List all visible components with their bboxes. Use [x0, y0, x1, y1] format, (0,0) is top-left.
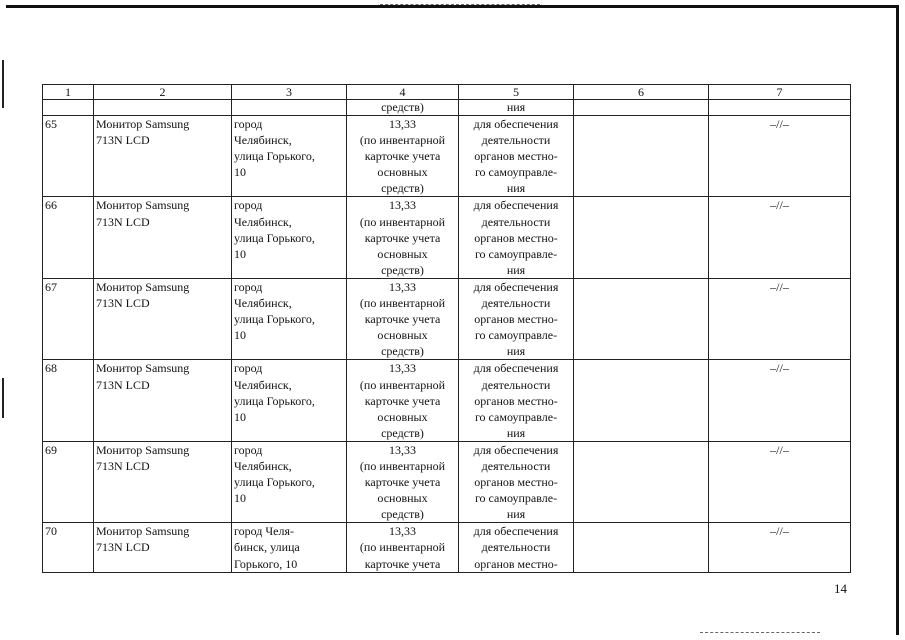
item-address-line: город	[234, 442, 263, 457]
item-address-line: 10	[234, 409, 246, 424]
item-name-cell	[94, 360, 232, 441]
item-purpose-line: го самоуправле-	[474, 409, 558, 424]
item-value-line: 13,33	[389, 361, 416, 376]
item-ditto-cell: –//–	[709, 278, 851, 359]
item-address-cell	[232, 116, 347, 197]
item-address-line: улица Горького,	[234, 393, 315, 408]
item-value-line: 13,33	[389, 198, 416, 213]
item-address-cell	[232, 278, 347, 359]
item-purpose-line: для обеспечения	[473, 442, 559, 457]
item-purpose-line: ния	[506, 181, 526, 196]
item-purpose-line: для обеспечения	[473, 117, 559, 131]
item-col6-cell	[574, 360, 709, 441]
item-purpose-cell	[459, 441, 574, 522]
column-number-cell: 2	[94, 85, 232, 100]
item-col6-cell	[574, 441, 709, 522]
item-value-cell	[347, 197, 459, 278]
item-address-line: 10	[234, 491, 246, 506]
item-purpose-line: органов местно-	[474, 312, 558, 327]
item-address-line: Челябинск,	[234, 214, 292, 229]
item-address-cell	[232, 523, 347, 572]
item-purpose-line: органов местно-	[474, 393, 558, 408]
item-name-line: Монитор Samsung	[96, 117, 190, 131]
item-purpose-cell	[459, 360, 574, 441]
item-col6-cell	[574, 523, 709, 572]
item-address-line: Челябинск,	[234, 377, 292, 392]
item-ditto-cell: –//–	[709, 523, 851, 572]
item-value-cell	[347, 360, 459, 441]
item-address-cell	[232, 441, 347, 522]
item-name-cell	[94, 278, 232, 359]
continuation-cell: ния	[459, 100, 574, 116]
scan-edge-mark	[380, 4, 540, 5]
continuation-cell	[232, 100, 347, 116]
item-value-line: средств)	[381, 344, 424, 359]
item-purpose-line: деятельности	[481, 458, 551, 473]
item-name-cell	[94, 197, 232, 278]
item-value-line: (по инвентарной	[359, 296, 446, 311]
item-purpose-line: деятельности	[481, 214, 551, 229]
item-value-cell	[347, 116, 459, 197]
item-number-cell: 66	[43, 197, 94, 278]
item-address-line: 10	[234, 246, 246, 261]
item-name-line: Монитор Samsung	[96, 524, 190, 539]
item-purpose-line: го самоуправле-	[474, 246, 558, 261]
item-name-cell	[94, 441, 232, 522]
item-name-line: Монитор Samsung	[96, 361, 190, 376]
column-number-cell: 4	[347, 85, 459, 100]
item-value-line: средств)	[381, 425, 424, 440]
item-address-line: Челябинск,	[234, 296, 292, 311]
item-number-cell: 70	[43, 523, 94, 572]
table-row	[43, 278, 851, 359]
table-row	[43, 523, 851, 572]
item-purpose-line: деятельности	[481, 296, 551, 311]
item-name-cell	[94, 116, 232, 197]
item-value-line: (по инвентарной	[359, 133, 446, 148]
item-purpose-line: органов местно-	[474, 149, 558, 164]
item-value-line: карточке учета	[364, 149, 441, 164]
item-value-line: (по инвентарной	[359, 214, 446, 229]
item-address-cell	[232, 197, 347, 278]
table-row	[43, 116, 851, 197]
item-purpose-line: для обеспечения	[473, 198, 559, 213]
item-purpose-line: для обеспечения	[473, 361, 559, 376]
item-col6-cell	[574, 116, 709, 197]
item-purpose-line: деятельности	[481, 377, 551, 392]
item-address-line: город	[234, 279, 263, 294]
item-purpose-line: ния	[506, 507, 526, 522]
item-number-cell: 68	[43, 360, 94, 441]
item-value-line: 13,33	[389, 442, 416, 457]
item-value-line: 13,33	[389, 117, 416, 131]
page-number: 14	[834, 581, 847, 596]
item-address-line: Челябинск,	[234, 458, 292, 473]
column-number-header-row	[43, 85, 851, 100]
item-name-line: 713N LCD	[96, 296, 150, 311]
item-purpose-line: для обеспечения	[473, 279, 559, 294]
item-address-line: город Челя-	[234, 524, 295, 539]
item-col6-cell	[574, 197, 709, 278]
scan-edge-mark	[2, 60, 4, 108]
continuation-cell	[94, 100, 232, 116]
item-address-cell	[232, 360, 347, 441]
continuation-row	[43, 100, 851, 116]
item-value-line: карточке учета	[364, 393, 441, 408]
continuation-cell	[709, 100, 851, 116]
column-number-cell: 7	[709, 85, 851, 100]
item-value-line: основных	[377, 246, 428, 261]
item-value-line: основных	[377, 328, 428, 343]
item-address-line: улица Горького,	[234, 230, 315, 245]
item-purpose-cell	[459, 278, 574, 359]
item-value-line: 13,33	[389, 524, 416, 539]
item-value-line: 13,33	[389, 279, 416, 294]
scan-edge-mark	[700, 632, 820, 633]
item-number-cell: 65	[43, 116, 94, 197]
item-purpose-line: го самоуправле-	[474, 328, 558, 343]
item-name-line: Монитор Samsung	[96, 279, 190, 294]
item-name-cell	[94, 523, 232, 572]
item-value-line: основных	[377, 491, 428, 506]
item-value-line: (по инвентарной	[359, 377, 446, 392]
column-number-cell: 5	[459, 85, 574, 100]
column-number-cell: 1	[43, 85, 94, 100]
item-purpose-cell	[459, 523, 574, 572]
item-value-cell	[347, 441, 459, 522]
item-address-line: Челябинск,	[234, 133, 292, 148]
item-name-line: Монитор Samsung	[96, 198, 190, 213]
table-row	[43, 360, 851, 441]
item-value-line: карточке учета	[364, 556, 441, 571]
item-value-line: (по инвентарной	[359, 540, 446, 555]
table-row	[43, 197, 851, 278]
item-address-line: улица Горького,	[234, 475, 315, 490]
item-purpose-line: органов местно-	[474, 556, 558, 571]
item-value-line: основных	[377, 409, 428, 424]
item-purpose-line: ния	[506, 425, 526, 440]
item-value-line: средств)	[381, 262, 424, 277]
item-name-line: Монитор Samsung	[96, 442, 190, 457]
item-value-cell	[347, 278, 459, 359]
item-address-line: город	[234, 361, 263, 376]
item-address-line: город	[234, 198, 263, 213]
item-purpose-line: органов местно-	[474, 475, 558, 490]
item-ditto-cell: –//–	[709, 116, 851, 197]
table-row	[43, 441, 851, 522]
item-ditto-cell: –//–	[709, 360, 851, 441]
item-address-line: бинск, улица	[234, 540, 300, 555]
item-purpose-line: для обеспечения	[473, 524, 559, 539]
item-address-line: улица Горького,	[234, 149, 315, 164]
item-col6-cell	[574, 278, 709, 359]
item-value-cell	[347, 523, 459, 572]
item-purpose-line: органов местно-	[474, 230, 558, 245]
item-value-line: основных	[377, 165, 428, 180]
item-address-line: 10	[234, 328, 246, 343]
continuation-cell	[574, 100, 709, 116]
property-register-table	[42, 84, 851, 573]
item-purpose-cell	[459, 197, 574, 278]
item-name-line: 713N LCD	[96, 377, 150, 392]
column-number-cell: 6	[574, 85, 709, 100]
item-value-line: (по инвентарной	[359, 458, 446, 473]
item-name-line: 713N LCD	[96, 458, 150, 473]
item-purpose-line: деятельности	[481, 540, 551, 555]
continuation-cell	[43, 100, 94, 116]
item-value-line: карточке учета	[364, 230, 441, 245]
item-name-line: 713N LCD	[96, 214, 150, 229]
item-purpose-line: ния	[506, 262, 526, 277]
column-number-cell: 3	[232, 85, 347, 100]
item-ditto-cell: –//–	[709, 441, 851, 522]
item-name-line: 713N LCD	[96, 540, 150, 555]
item-address-line: 10	[234, 165, 246, 180]
item-number-cell: 69	[43, 441, 94, 522]
item-purpose-cell	[459, 116, 574, 197]
item-purpose-line: деятельности	[481, 133, 551, 148]
continuation-cell: средств)	[347, 100, 459, 116]
item-value-line: средств)	[381, 181, 424, 196]
item-address-line: Горького, 10	[234, 556, 298, 571]
item-number-cell: 67	[43, 278, 94, 359]
item-value-line: карточке учета	[364, 312, 441, 327]
item-value-line: карточке учета	[364, 475, 441, 490]
item-ditto-cell: –//–	[709, 197, 851, 278]
item-name-line: 713N LCD	[96, 133, 150, 148]
scan-edge-mark	[2, 378, 4, 418]
item-address-line: город	[234, 117, 263, 131]
item-purpose-line: го самоуправле-	[474, 165, 558, 180]
item-purpose-line: ния	[506, 344, 526, 359]
item-value-line: средств)	[381, 507, 424, 522]
item-purpose-line: го самоуправле-	[474, 491, 558, 506]
item-address-line: улица Горького,	[234, 312, 315, 327]
